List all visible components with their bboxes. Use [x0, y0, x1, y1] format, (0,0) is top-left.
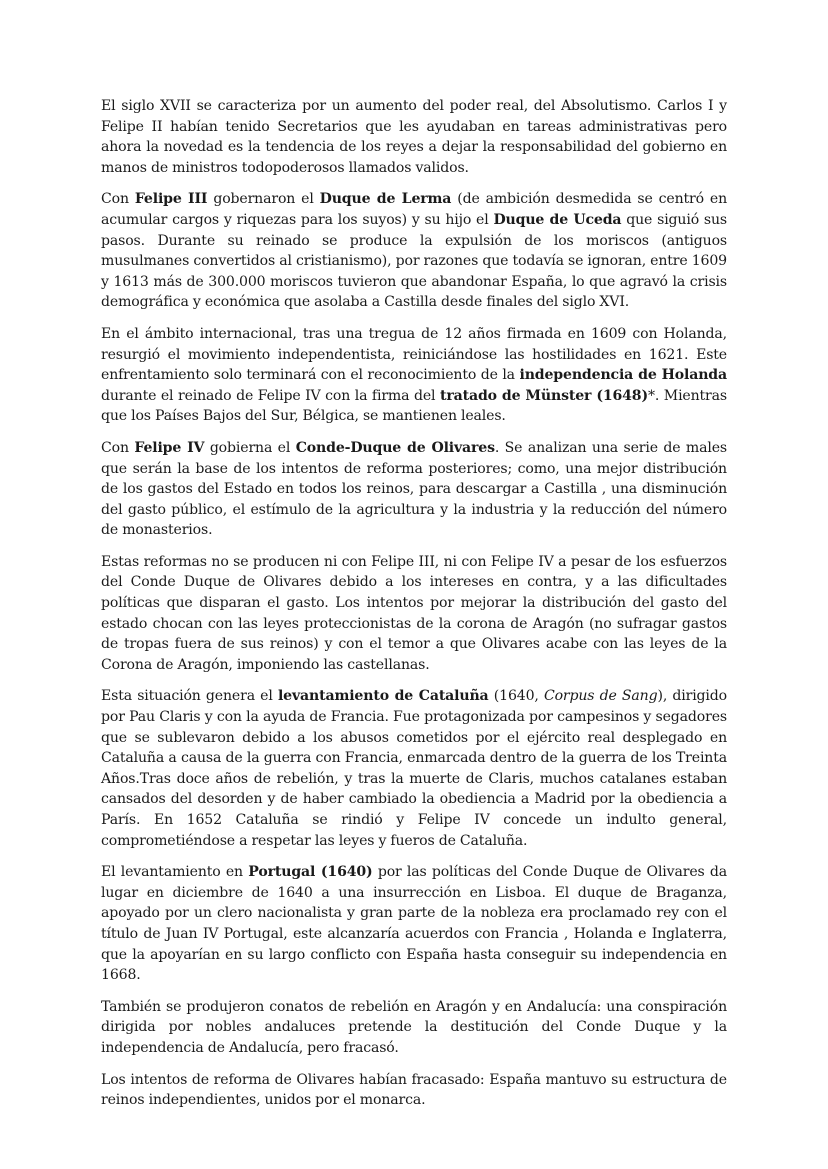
bold-term: Felipe III [134, 191, 208, 208]
document-page [101, 96, 727, 1122]
text-run: Esta situación genera el [101, 688, 278, 705]
bold-term: tratado de Münster (1648) [439, 387, 648, 404]
paragraph-felipe-iv [101, 438, 727, 541]
paragraph-conclusion [101, 1070, 727, 1111]
bold-term: Conde-Duque de Olivares [295, 439, 495, 456]
paragraph-reformas [101, 552, 727, 676]
bold-term: Portugal (1640) [248, 864, 373, 881]
text-run: que siguió sus pasos. Durante su reinado se produce la expulsión de los moriscos (antiguos musulmanes convertidos al cristianismo), por razones que todavía se ignoran, entre 1609 y 1613 más de 300.000 moriscos tuvieron que abandonar España, lo que agravó la crisis demográfica y económica que asolaba a Castilla desde finales del siglo XVI. [101, 211, 727, 311]
paragraph-aragon-andalucia [101, 997, 727, 1059]
text-run: . Se analizan una serie de males que serán la base de los intentos de reforma posteriores; como, una mejor distribución de los gastos del Estado en todos los reinos, para descargar a Castilla , una disminución del gasto público, el estímulo de la agricultura y la industria y la reducción del número de monasterios. [101, 439, 727, 539]
bold-term: Duque de Lerma [319, 191, 452, 208]
text-run: ), dirigido por Pau Claris y con la ayuda de Francia. Fue protagonizada por campesinos y segadores que se sublevaron debido a los abusos cometidos por el ejército real desplegado en Cataluña a causa de la guerra con Francia, enmarcada dentro de la guerra de los Treinta Años.Tras doce años de rebelión, y tras la muerte de Claris, muchos catalanes estaban cansados del desorden y de haber cambiado la obediencia a Madrid por la obediencia a París. En 1652 Cataluña se rindió y Felipe IV concede un indulto general, comprometiéndose a respetar las leyes y fueros de Cataluña. [101, 688, 727, 849]
text-run: *. Mientras que los Países Bajos del Sur, Bélgica, se mantienen leales. [101, 387, 727, 425]
text-run: gobernaron el [207, 191, 320, 208]
text-run: por las políticas del Conde Duque de Olivares da lugar en diciembre de 1640 a una insurrección en Lisboa. El duque de Braganza, apoyado por un clero nacionalista y gran parte de la nobleza era proclamado rey con el título de Juan IV Portugal, este alcanzaría acuerdos con Francia , Holanda e Inglaterra, que la apoyarían en su largo conflicto con España hasta conseguir su independencia en 1668. [101, 864, 727, 984]
text-run: En el ámbito internacional, tras una tregua de 12 años firmada en 1609 con Holanda, resurgió el movimiento independentista, reiniciándose las hostilidades en 1621. Este enfrentamiento solo terminará con el reconocimiento de la [101, 325, 727, 384]
paragraph-portugal [101, 862, 727, 986]
text-run: Con [101, 191, 135, 208]
paragraph-felipe-iii [101, 189, 727, 313]
bold-term: Duque de Uceda [493, 211, 622, 228]
paragraph-holanda [101, 324, 727, 427]
text-run: El levantamiento en [101, 864, 249, 881]
bold-term: independencia de Holanda [519, 367, 727, 384]
text-run: gobierna el [204, 439, 296, 456]
text-run: durante el reinado de Felipe IV con la firma del [101, 387, 440, 404]
paragraph-cataluna [101, 686, 727, 851]
text-run: Estas reformas no se producen ni con Felipe III, ni con Felipe IV a pesar de los esfuerzos del Conde Duque de Olivares debido a los intereses en contra, y a las dificultades políticas que disparan el gasto. Los intentos por mejorar la distribución del gasto del estado chocan con las leyes proteccionistas de la corona de Aragón (no sufragar gastos de tropas fuera de sus reinos) y con el temor a que Olivares acabe con las leyes de la Corona de Aragón, imponiendo las castellanas. [101, 553, 727, 673]
paragraph-absolutismo [101, 96, 727, 178]
text-run: También se produjeron conatos de rebelión en Aragón y en Andalucía: una conspiración dirigida por nobles andaluces pretende la destitución del Conde Duque y la independencia de Andalucía, pero fracasó. [101, 998, 727, 1056]
text-run: El siglo XVII se caracteriza por un aumento del poder real, del Absolutismo. Carlos I y Felipe II habían tenido Secretarios que les ayudaban en tareas administrativas pero ahora la novedad es la tendencia de los reyes a dejar la responsabilidad del gobierno en manos de ministros todopoderosos llamados validos. [101, 98, 727, 176]
text-run: Con [101, 439, 135, 456]
text-run: (de ambición desmedida se centró en acumular cargos y riquezas para los suyos) y su hijo el [101, 191, 728, 228]
text-run: Los intentos de reforma de Olivares habían fracasado: España mantuvo su estructura de reinos independientes, unidos por el monarca. [101, 1071, 727, 1109]
bold-term: Felipe IV [134, 439, 205, 456]
bold-term: levantamiento de Cataluña [277, 688, 489, 705]
text-run: (1640, [488, 688, 544, 705]
italic-term: Corpus de Sang [543, 688, 658, 705]
